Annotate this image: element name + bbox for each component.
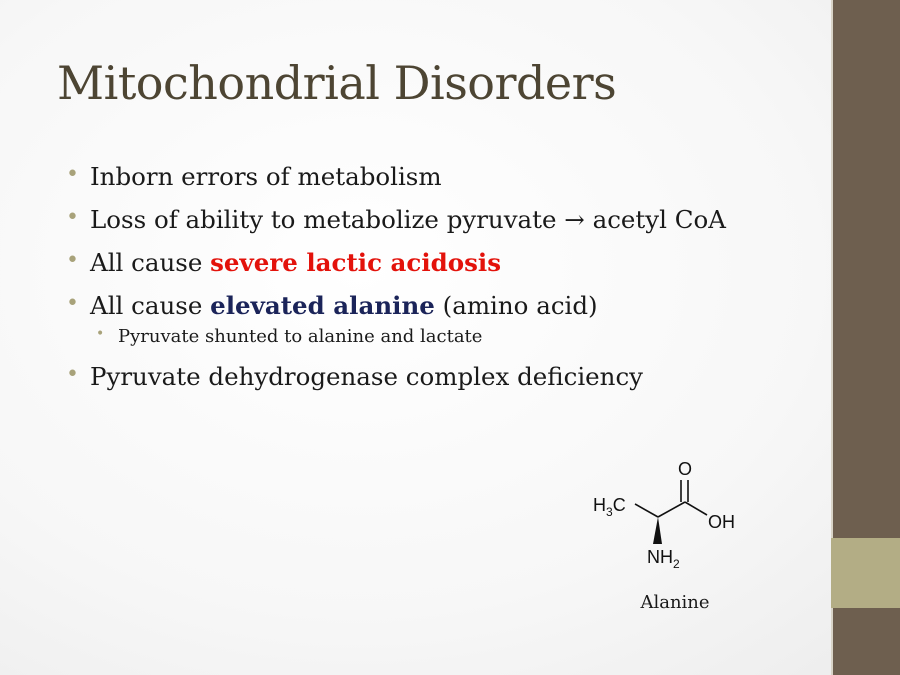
bullet-text: Pyruvate dehydrogenase complex deficiency: [90, 362, 644, 391]
bullet-text: Inborn errors of metabolism: [90, 162, 442, 191]
bullet-dot-icon: •: [66, 205, 79, 230]
bullet-text-suffix: (amino acid): [434, 291, 598, 320]
sub-bullet-item: [62, 326, 822, 362]
bond-c-oh: [685, 502, 707, 515]
sub-bullet-text: Pyruvate shunted to alanine and lactate: [118, 326, 483, 347]
bond-ch3-ca: [635, 504, 658, 517]
bond-ca-c: [658, 502, 685, 517]
bullet-list: [62, 162, 822, 405]
bullet-item: [62, 162, 822, 205]
molecule-caption: Alanine: [640, 592, 710, 613]
bullet-text-prefix: All cause: [90, 291, 211, 320]
bullet-item: [62, 362, 822, 405]
sub-bullet-dot-icon: •: [96, 326, 105, 342]
atom-nh2: $NH_2$: [647, 547, 680, 571]
bullet-item: [62, 248, 822, 291]
bullet-dot-icon: •: [66, 248, 79, 273]
atom-o: O: [678, 459, 693, 479]
bond-wedge: [653, 517, 662, 544]
bullet-dot-icon: •: [66, 162, 79, 187]
bullet-dot-icon: •: [66, 291, 79, 316]
slide-title: Mitochondrial Disorders: [57, 56, 617, 110]
atom-h3c: $H_3C$: [593, 495, 626, 519]
sidebar-accent-block: [831, 538, 900, 608]
bullet-emphasis-red: severe lactic acidosis: [210, 248, 501, 277]
bullet-text: Loss of ability to metabolize pyruvate → acetyl CoA: [90, 205, 726, 234]
bullet-emphasis-navy: elevated alanine: [210, 291, 435, 320]
alanine-structure-diagram: [585, 455, 755, 575]
atom-oh: OH: [708, 512, 735, 532]
bullet-item: [62, 205, 822, 248]
bullet-text-prefix: All cause: [90, 248, 211, 277]
bullet-dot-icon: •: [66, 362, 79, 387]
